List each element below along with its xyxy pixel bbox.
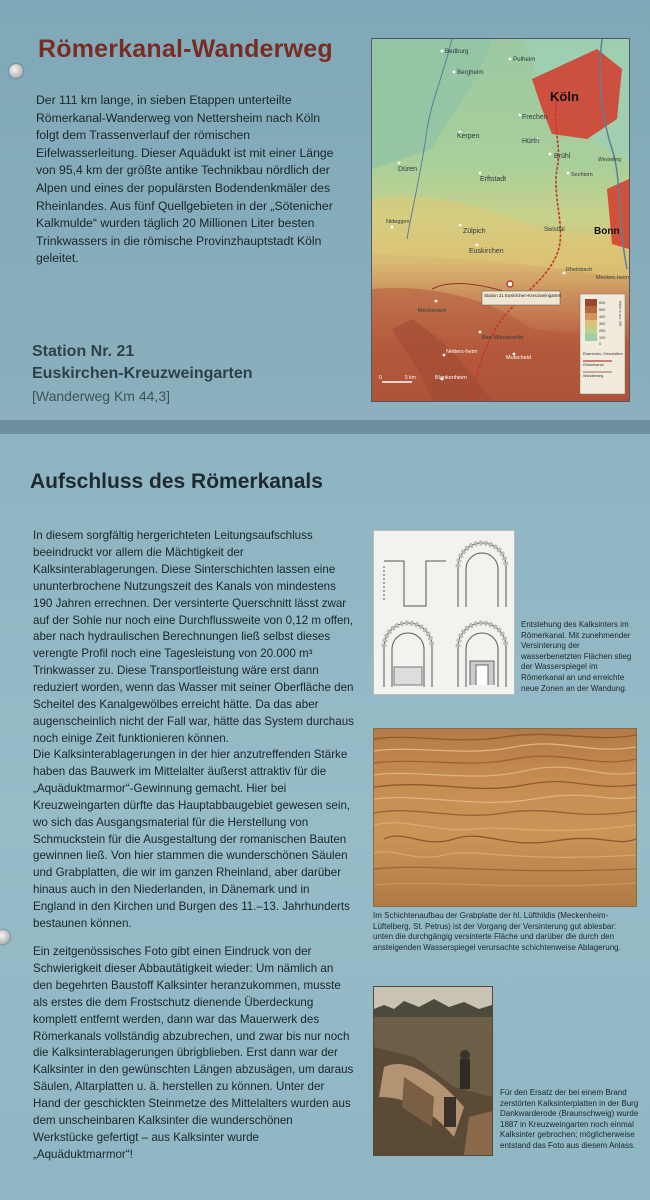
panel-gap <box>0 420 650 434</box>
map-label-swisttal: Swisttal <box>544 227 565 233</box>
body-paragraph-1: In diesem sorgfältig hergerichteten Leitungsaufschluss beeindruckt vor allem die Mächtigkeit der Kalksinterablagerungen. Diese Sinterschichten lassen eine ununterbrochene Nutzungszeit des Kanals von mindestens 190 Jahren errechnen. Der versinterte Querschnitt lässt zwar auf der Sohle nur noch eine Durchflussweite von 0,12 m offen, aber nach hydraulischen Berechnungen ließ selbst dieses verengte Profil noch eine Tagesleistung von 20.000 m³ Trinkwasser zu. Diese Transportleistung wäre erst dann reduziert worden, wenn das Wasser mit seiner Oberfläche den Scheitel des Kanalgewölbes erreicht hätte. Da das aber augenscheinlich nicht der Fall war, hätte das System durchaus noch einige Zeit funktionieren können. <box>33 529 354 745</box>
station-block <box>32 341 253 407</box>
intro-paragraph: Der 111 km lange, in sieben Etappen unterteilte Römerkanal-Wanderweg von Nettersheim nach Köln folgt dem Trassenverlauf der römischen Eifelwasserleitung. Dieser Aquädukt ist mit einer Länge von 95,4 km der größte antike Technikbau nördlich der Alpen und eines der populärsten Bodendenkmäler des Rheinlandes. Aus fünf Quellgebieten in der „Sötenicher Kalkmulde“ wurden täglich 20 Millionen Liter besten Trinkwassers in die römische Provinzhauptstadt Köln geleitet. <box>36 93 334 266</box>
map-label-rheinbach: Rheinbach <box>566 267 593 273</box>
caption-photo: Für den Ersatz der bei einem Brand zerstörten Kalksinterplatten in der Burg Dankwarderode (Braunschweig) wurde 1887 in Kreuzweingarten noch einmal Kalksinter gebrochen; möglicherweise entstand das Foto aus diesem Anlass. <box>500 1088 639 1150</box>
legend-row-0: 600 <box>599 301 606 305</box>
map-label-nettersheim: Netters-heim <box>446 349 478 355</box>
map-label-pulheim: Pulheim <box>513 56 536 63</box>
map-label-erftstadt: Erftstadt <box>480 176 507 183</box>
map-label-mutscheid: Mutscheid <box>506 355 532 361</box>
sinter-slab-photo <box>373 728 637 907</box>
map-label-nideggen: Nideggen <box>386 219 410 225</box>
route-map <box>371 38 630 402</box>
map-legend <box>580 294 625 394</box>
map-scale-zero: 0 <box>379 375 382 381</box>
map-label-bruehl: Brühl <box>554 153 571 160</box>
legend-unit: Höhe in m ü. NN <box>618 301 622 327</box>
top-title: Römerkanal-Wanderweg <box>38 35 333 63</box>
map-label-blankenheim: Blankenheim <box>435 375 467 381</box>
map-station-label: Station 21 Euskirchen-Kreuzweingarten <box>484 293 562 298</box>
legend-item-2: Wanderweg <box>583 374 604 378</box>
caption-slab: Im Schichtenaufbau der Grabplatte der hl. Lüfthildis (Meckenheim-Lüftelberg, St. Petrus) ist der Vorgang der Versinterung gut ablesbar: unten die durchgängig versinterte Fläche und darüber die durch den ansteigenden Wasserspiegel verursachte schichtenweise Ablagerung. <box>373 911 621 952</box>
map-label-huerth: Hürth <box>522 138 540 145</box>
map-label-frechen: Frechen <box>522 114 548 121</box>
legend-row-2: 400 <box>599 315 606 319</box>
station-number: Station Nr. 21 <box>32 343 135 360</box>
map-label-dueren: Düren <box>398 166 418 173</box>
legend-row-3: 300 <box>599 322 606 326</box>
legend-item-0: Eisenbahn, Ortschaften <box>583 352 623 356</box>
bottom-title: Aufschluss des Römerkanals <box>30 470 323 493</box>
map-label-bergheim: Bergheim <box>457 69 484 76</box>
body-paragraph-3: Ein zeitgenössisches Foto gibt einen Eindruck von der Schwierigkeit dieser Abbautätigkeit wieder: Um nämlich an den begehrten Baustoff Kalksinter heranzukommen, musste als erstes die dem Frostschutz dienende Überdeckung komplett entfernt werden, dann war das Mauerwerk des Römerkanals vollständig abzubrechen, und zwar bis nur noch die Kalksinterablagerungen übrigblieben. Erst dann war der Kalksinter in den gewünschten Längen abzusägen, um daraus Säulen, Altarplatten u. ä. herstellen zu können. Unter der Hand der geschickten Steinmetze des Mittelalters wurden aus dem unscheinbaren Kalksinter die wunderschönen Werkstücke gefertigt – aus Kalksinter wurde „Aquäduktmarmor“! <box>33 945 354 1161</box>
legend-row-1: 500 <box>599 308 606 312</box>
map-label-zuelpich: Zülpich <box>463 228 486 235</box>
map-label-euskirchen: Euskirchen <box>469 248 504 255</box>
station-name: Euskirchen-Kreuzweingarten <box>32 365 253 382</box>
caption-diagram: Entstehung des Kalksinters im Römerkanal. Mit zunehmender Versinterung der wasserbenetzten Flächen stieg der Wasserspiegel im Römerkanal an und erreichte neue Zonen an der Wandung. <box>521 620 632 693</box>
map-label-wesseling: Wesseling <box>598 157 621 163</box>
map-label-bedburg: Bedburg <box>445 48 469 55</box>
station-marker <box>507 281 513 287</box>
legend-item-1: Römerkanal <box>583 363 604 367</box>
legend-row-6: 0 <box>599 342 602 346</box>
legend-row-5: 100 <box>599 336 606 340</box>
legend-row-4: 200 <box>599 329 606 333</box>
body-paragraph-2: Die Kalksinterablagerungen in der hier anzutreffenden Stärke haben das Bauwerk im Mittelalter äußerst attraktiv für die „Aquäduktmarmor“-Gewinnung gemacht. Hier bei Kreuzweingarten dürfte das Hauptabbaugebiet gewesen sein, wo sich das Ausgangsmaterial für die Herstellung von Schmuckstein für die Ausgestaltung der romanischen Bauten gewinnen ließ. Von hier stammen die wunderschönen Säulen und Grabplatten, die wir im ganzen Rheinland, aber darüber hinaus auch in den Niederlanden, in Dänemark und in England in den Kirchen und Burgen des 11.–13. Jahrhunderts bestaunen können. <box>33 748 351 931</box>
map-label-mechernich: Mechernich <box>418 308 447 314</box>
sinter-formation-diagram <box>373 530 515 695</box>
map-label-bonn: Bonn <box>594 226 620 237</box>
screw-top-left <box>9 64 23 78</box>
historic-quarry-photo <box>373 986 493 1156</box>
map-scale-label: 5 km <box>405 375 416 381</box>
map-label-meckenheim: Mecken-heim <box>596 275 629 281</box>
station-km: [Wanderweg Km 44,3] <box>32 388 170 404</box>
map-label-bad-muenstereifel: Bad Münstereifel <box>482 335 524 341</box>
map-label-kerpen: Kerpen <box>457 133 480 140</box>
map-label-koeln: Köln <box>550 89 579 104</box>
map-label-sechtem: Sechtem <box>571 172 593 178</box>
